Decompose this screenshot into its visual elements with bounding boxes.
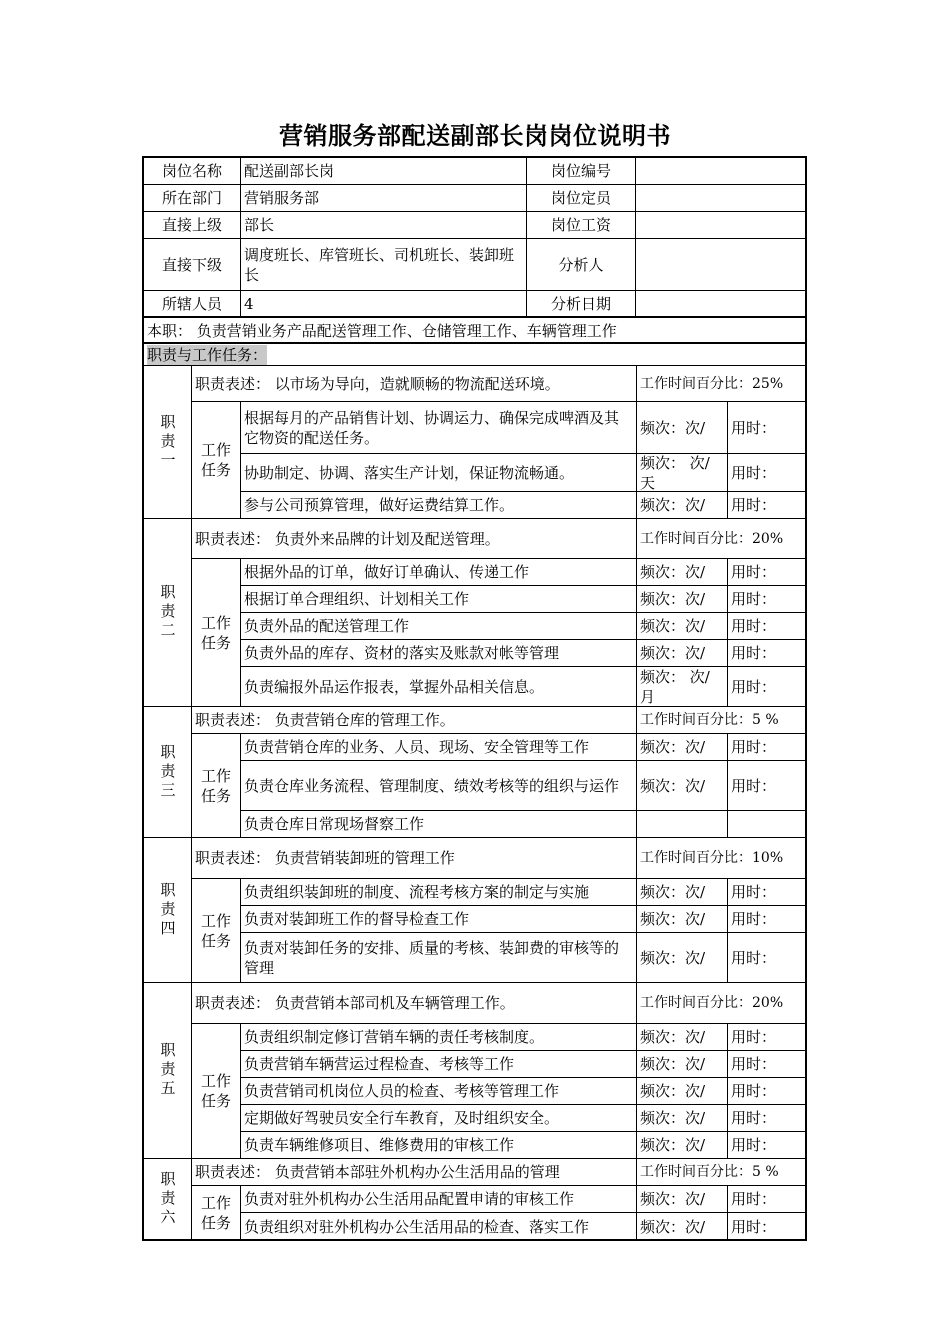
task-freq-1-2-text: 频次：次/ [640, 617, 706, 635]
info-label2-2 [526, 211, 635, 238]
task-text-1-1-text: 根据订单合理组织、计划相关工作 [244, 590, 470, 608]
task-text-1-2 [240, 612, 636, 639]
task-freq-4-1-text: 频次：次/ [640, 1055, 706, 1073]
task-text-0-1 [240, 453, 636, 491]
info-value-1 [240, 184, 526, 211]
task-time-2-2 [727, 810, 806, 837]
duty-statement-0-text: 职责表述： 以市场为导向，造就顺畅的物流配送环境。 [195, 374, 560, 393]
duty-statement-1-text: 职责表述： 负责外来品牌的计划及配送管理。 [195, 529, 500, 548]
task-text-3-2-text: 负责对装卸任务的安排、质量的考核、装卸费的审核等的管理 [244, 938, 620, 977]
task-freq-0-2-text: 频次：次/ [640, 496, 706, 514]
task-time-1-3 [727, 639, 806, 666]
task-text-4-0-text: 负责组织制定修订营销车辆的责任考核制度。 [244, 1028, 545, 1046]
info-value2-3 [635, 238, 806, 290]
task-freq-4-0-text: 频次：次/ [640, 1028, 706, 1046]
duty-label-2-text: 职责三 [158, 743, 177, 801]
task-freq-3-1-text: 频次：次/ [640, 910, 706, 928]
task-time-2-0-text: 用时： [731, 738, 777, 756]
duty-percent-4-text: 工作时间百分比：20% [640, 995, 784, 1011]
info-value-0 [240, 157, 526, 184]
duty-label-0-text: 职责一 [158, 413, 177, 471]
task-time-2-1 [727, 760, 806, 810]
task-freq-1-3-text: 频次：次/ [640, 644, 706, 662]
duty-statement-2-text: 职责表述： 负责营销仓库的管理工作。 [195, 711, 455, 729]
task-freq-3-0-text: 频次：次/ [640, 883, 706, 901]
info-label2-3 [526, 238, 635, 290]
info-value2-1 [635, 184, 806, 211]
task-text-0-2-text: 参与公司预算管理，做好运费结算工作。 [244, 496, 515, 514]
task-text-1-0 [240, 558, 636, 585]
info-label-4-text: 所辖人员 [161, 295, 222, 313]
task-text-4-1 [240, 1050, 636, 1077]
task-time-3-1-text: 用时： [731, 910, 777, 928]
task-text-5-1 [240, 1212, 636, 1240]
duty-percent-4 [636, 982, 806, 1023]
duty-percent-5 [636, 1158, 806, 1185]
duty-label-0 [143, 365, 191, 518]
task-freq-2-1-text: 频次：次/ [640, 776, 706, 795]
duty-percent-3-text: 工作时间百分比：10% [640, 850, 784, 866]
info-label2-1-text: 岗位定员 [550, 189, 611, 207]
task-freq-1-0-text: 频次：次/ [640, 563, 706, 581]
task-freq-4-2 [636, 1077, 727, 1104]
info-label2-4-text: 分析日期 [550, 295, 611, 313]
task-freq-0-0 [636, 401, 727, 453]
task-text-4-0 [240, 1023, 636, 1050]
task-group-label-5 [191, 1185, 240, 1240]
task-group-label-1 [191, 558, 240, 706]
duty-percent-2-text: 工作时间百分比：5 % [640, 712, 779, 728]
row-divider [143, 316, 806, 318]
task-text-3-0 [240, 878, 636, 905]
task-time-1-3-text: 用时： [731, 644, 777, 662]
task-freq-1-4-text: 频次： 次/月 [640, 667, 710, 706]
info-label-2 [143, 211, 240, 238]
info-value-4-text: 4 [244, 295, 254, 313]
info-value-3-text: 调度班长、库管班长、司机班长、装卸班长 [244, 245, 515, 284]
task-group-label-3-text: 工作任务 [200, 911, 231, 950]
task-freq-2-1 [636, 760, 727, 810]
duty-percent-0 [636, 365, 806, 401]
task-freq-2-2 [636, 810, 727, 837]
task-time-4-0 [727, 1023, 806, 1050]
task-text-5-1-text: 负责组织对驻外机构办公生活用品的检查、落实工作 [244, 1217, 590, 1236]
task-freq-0-0-text: 频次：次/ [640, 418, 706, 437]
task-text-2-1-text: 负责仓库业务流程、管理制度、绩效考核等的组织与运作 [244, 776, 620, 795]
info-value-3 [240, 238, 526, 290]
task-text-2-2-text: 负责仓库日常现场督察工作 [244, 815, 425, 833]
task-text-4-4-text: 负责车辆维修项目、维修费用的审核工作 [244, 1136, 515, 1154]
task-time-1-4-text: 用时： [731, 677, 777, 696]
info-value2-2 [635, 211, 806, 238]
duty-label-1 [143, 518, 191, 706]
task-freq-4-0 [636, 1023, 727, 1050]
task-text-3-1 [240, 905, 636, 932]
task-text-3-2 [240, 932, 636, 982]
task-group-label-4-text: 工作任务 [200, 1072, 231, 1110]
info-label-3-text: 直接下级 [161, 255, 222, 274]
task-text-4-3-text: 定期做好驾驶员安全行车教育，及时组织安全。 [244, 1109, 560, 1127]
duty-label-5 [143, 1158, 191, 1240]
duty-percent-1-text: 工作时间百分比：20% [640, 530, 784, 547]
task-time-0-2 [727, 491, 806, 518]
task-freq-4-3-text: 频次：次/ [640, 1109, 706, 1127]
task-text-3-1-text: 负责对装卸班工作的督导检查工作 [244, 910, 470, 928]
task-freq-3-2-text: 频次：次/ [640, 948, 706, 967]
task-freq-4-2-text: 频次：次/ [640, 1082, 706, 1100]
task-time-1-4 [727, 666, 806, 706]
task-group-label-3 [191, 878, 240, 982]
duty-percent-1 [636, 518, 806, 558]
duty-label-1-text: 职责二 [158, 584, 177, 641]
task-freq-4-4 [636, 1131, 727, 1158]
info-label-0 [143, 157, 240, 184]
task-time-1-2-text: 用时： [731, 617, 777, 635]
info-label2-4 [526, 290, 635, 317]
task-text-1-3 [240, 639, 636, 666]
info-value-2-text: 部长 [244, 216, 275, 234]
info-value-1-text: 营销服务部 [244, 189, 320, 207]
info-label2-0 [526, 157, 635, 184]
task-time-4-0-text: 用时： [731, 1028, 777, 1046]
task-time-0-0-text: 用时： [731, 418, 777, 437]
duties-header-row-text: 职责与工作任务： [147, 345, 268, 364]
task-freq-5-1 [636, 1212, 727, 1240]
task-text-4-1-text: 负责营销车辆营运过程检查、考核等工作 [244, 1055, 515, 1073]
task-time-5-1-text: 用时： [731, 1217, 777, 1236]
duty-label-4 [143, 982, 191, 1158]
task-time-4-1-text: 用时： [731, 1055, 777, 1073]
task-time-3-2-text: 用时： [731, 948, 777, 967]
task-time-1-0-text: 用时： [731, 563, 777, 581]
task-group-label-4 [191, 1023, 240, 1158]
duty-label-3-text: 职责四 [158, 881, 177, 939]
task-freq-2-0 [636, 733, 727, 760]
duty-statement-4 [191, 982, 636, 1023]
info-value-4 [240, 290, 526, 317]
main-duty-row-text: 本职： 负责营销业务产品配送管理工作、仓储管理工作、车辆管理工作 [147, 321, 617, 340]
table-bottom-border [143, 1239, 806, 1240]
duty-statement-0 [191, 365, 636, 401]
task-freq-0-2 [636, 491, 727, 518]
task-freq-5-0 [636, 1185, 727, 1212]
duty-label-3 [143, 837, 191, 982]
duty-statement-5 [191, 1158, 636, 1185]
task-text-1-2-text: 负责外品的配送管理工作 [244, 617, 410, 635]
task-text-4-4 [240, 1131, 636, 1158]
task-freq-5-0-text: 频次：次/ [640, 1190, 706, 1208]
task-text-0-2 [240, 491, 636, 518]
task-group-label-0 [191, 401, 240, 518]
duty-percent-0-text: 工作时间百分比：25% [640, 375, 784, 392]
main-duty-row [143, 317, 806, 343]
duty-label-4-text: 职责五 [158, 1042, 177, 1099]
task-freq-1-4 [636, 666, 727, 706]
duty-statement-1 [191, 518, 636, 558]
task-freq-4-3 [636, 1104, 727, 1131]
info-value2-4 [635, 290, 806, 317]
task-time-0-1-text: 用时： [731, 463, 777, 482]
task-freq-1-2 [636, 612, 727, 639]
duty-percent-3 [636, 837, 806, 878]
info-value2-0 [635, 157, 806, 184]
info-label-0-text: 岗位名称 [161, 162, 222, 180]
duty-statement-4-text: 职责表述： 负责营销本部司机及车辆管理工作。 [195, 994, 515, 1012]
table-right-border [805, 157, 806, 1240]
task-text-5-0-text: 负责对驻外机构办公生活用品配置申请的审核工作 [244, 1190, 575, 1208]
task-text-0-1-text: 协助制定、协调、落实生产计划，保证物流畅通。 [244, 463, 575, 482]
info-label-1-text: 所在部门 [161, 189, 222, 207]
task-text-1-4 [240, 666, 636, 706]
task-text-2-0 [240, 733, 636, 760]
duties-header-row [143, 343, 806, 365]
task-text-1-4-text: 负责编报外品运作报表，掌握外品相关信息。 [244, 677, 545, 696]
task-freq-1-0 [636, 558, 727, 585]
duty-statement-3-text: 职责表述： 负责营销装卸班的管理工作 [195, 849, 455, 867]
task-time-0-1 [727, 453, 806, 491]
task-time-2-0 [727, 733, 806, 760]
task-text-5-0 [240, 1185, 636, 1212]
task-time-3-0-text: 用时： [731, 883, 777, 901]
task-time-1-2 [727, 612, 806, 639]
duty-statement-5-text: 职责表述： 负责营销本部驻外机构办公生活用品的管理 [195, 1163, 560, 1181]
task-freq-0-1 [636, 453, 727, 491]
info-label-3 [143, 238, 240, 290]
task-text-0-0 [240, 401, 636, 453]
task-freq-1-1-text: 频次：次/ [640, 590, 706, 608]
task-time-5-0 [727, 1185, 806, 1212]
duty-percent-5-text: 工作时间百分比：5 % [640, 1164, 779, 1180]
task-text-1-3-text: 负责外品的库存、资材的落实及账款对帐等管理 [244, 644, 560, 662]
task-time-5-0-text: 用时： [731, 1190, 777, 1208]
info-label-4 [143, 290, 240, 317]
task-group-label-2-text: 工作任务 [200, 766, 231, 805]
task-freq-3-1 [636, 905, 727, 932]
task-freq-4-4-text: 频次：次/ [640, 1136, 706, 1154]
task-time-3-1 [727, 905, 806, 932]
task-time-3-0 [727, 878, 806, 905]
task-time-1-0 [727, 558, 806, 585]
task-time-4-4-text: 用时： [731, 1136, 777, 1154]
info-label-2-text: 直接上级 [161, 216, 222, 234]
task-time-1-1-text: 用时： [731, 590, 777, 608]
task-freq-3-0 [636, 878, 727, 905]
task-text-1-1 [240, 585, 636, 612]
task-group-label-1-text: 工作任务 [200, 613, 231, 652]
task-freq-1-1 [636, 585, 727, 612]
task-freq-2-0-text: 频次：次/ [640, 738, 706, 756]
duty-label-5-text: 职责六 [158, 1171, 177, 1228]
duty-statement-3 [191, 837, 636, 878]
task-time-4-1 [727, 1050, 806, 1077]
task-freq-4-1 [636, 1050, 727, 1077]
document-title: 营销服务部配送副部长岗岗位说明书 [279, 122, 671, 150]
task-time-5-1 [727, 1212, 806, 1240]
task-text-2-0-text: 负责营销仓库的业务、人员、现场、安全管理等工作 [244, 738, 590, 756]
task-text-4-2-text: 负责营销司机岗位人员的检查、考核等管理工作 [244, 1082, 560, 1100]
job-description-table [143, 157, 806, 1241]
task-text-0-0-text: 根据每月的产品销售计划、协调运力、确保完成啤酒及其它物资的配送任务。 [244, 408, 620, 447]
task-time-0-0 [727, 401, 806, 453]
info-label2-3-text: 分析人 [558, 255, 604, 274]
task-text-4-2 [240, 1077, 636, 1104]
info-label2-1 [526, 184, 635, 211]
duty-label-2 [143, 706, 191, 837]
task-text-2-1 [240, 760, 636, 810]
duty-statement-2 [191, 706, 636, 733]
task-text-2-2 [240, 810, 636, 837]
row-divider [143, 342, 806, 344]
task-text-1-0-text: 根据外品的订单，做好订单确认、传递工作 [244, 563, 530, 581]
task-time-3-2 [727, 932, 806, 982]
task-freq-0-1-text: 频次： 次/天 [640, 453, 710, 491]
task-group-label-2 [191, 733, 240, 837]
task-time-4-2-text: 用时： [731, 1082, 777, 1100]
info-label2-2-text: 岗位工资 [550, 216, 611, 234]
task-time-4-2 [727, 1077, 806, 1104]
task-freq-1-3 [636, 639, 727, 666]
task-text-4-3 [240, 1104, 636, 1131]
info-value-0-text: 配送副部长岗 [244, 162, 335, 180]
task-freq-5-1-text: 频次：次/ [640, 1217, 706, 1236]
info-label2-0-text: 岗位编号 [550, 162, 611, 180]
task-text-3-0-text: 负责组织装卸班的制度、流程考核方案的制定与实施 [244, 883, 590, 901]
task-group-label-5-text: 工作任务 [200, 1194, 231, 1232]
info-value-2 [240, 211, 526, 238]
task-time-4-4 [727, 1131, 806, 1158]
task-freq-3-2 [636, 932, 727, 982]
task-time-4-3-text: 用时： [731, 1109, 777, 1127]
duty-percent-2 [636, 706, 806, 733]
task-time-4-3 [727, 1104, 806, 1131]
task-time-1-1 [727, 585, 806, 612]
task-time-0-2-text: 用时： [731, 496, 777, 514]
task-time-2-1-text: 用时： [731, 776, 777, 795]
task-group-label-0-text: 工作任务 [200, 441, 231, 479]
info-label-1 [143, 184, 240, 211]
